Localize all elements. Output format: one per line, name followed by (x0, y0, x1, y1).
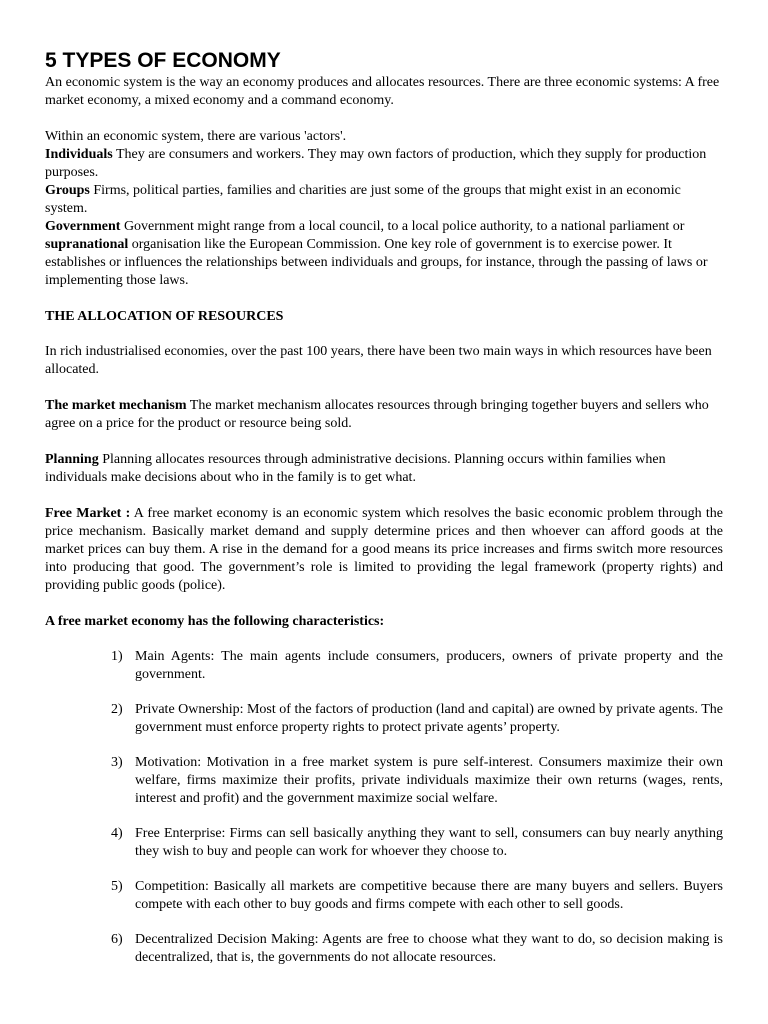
list-item-text: Motivation: Motivation in a free market system is pure self-interest. Consumers maximize their own welfare, firms maximize their profits, private individuals maximize their own returns (wages, rents, interest and profit) and the government maximize social welfare. (135, 755, 723, 806)
government-text-after: organisation like the European Commission. One key role of government is to exercise power. It establishes or influences the relationships between individuals and groups, for instance, through the passing of laws or implementing those laws. (45, 237, 708, 288)
list-item-number: 2) (111, 702, 123, 717)
list-item-text: Decentralized Decision Making: Agents are free to choose what they want to do, so decision making is decentralized, that is, the governments do not allocate resources. (135, 932, 723, 965)
government-text-before: Government might range from a local council, to a local police authority, to a national parliament or (120, 219, 685, 234)
characteristics-heading: A free market economy has the following characteristics: (45, 614, 385, 629)
groups-term: Groups (45, 183, 90, 198)
list-item-number: 6) (111, 932, 123, 947)
list-item (45, 931, 723, 967)
list-item-text: Competition: Basically all markets are competitive because there are many buyers and sellers. Buyers compete with each other to buy goods and firms compete with each other to sell goods. (135, 879, 723, 912)
groups-paragraph (45, 182, 723, 218)
individuals-term: Individuals (45, 147, 113, 162)
government-paragraph (45, 218, 723, 290)
free-market-paragraph (45, 505, 723, 595)
page-title: 5 TYPES OF ECONOMY (45, 49, 281, 72)
list-item (45, 754, 723, 808)
list-item-text: Private Ownership: Most of the factors of production (land and capital) are owned by private agents. The government must enforce property rights to protect private agents’ property. (135, 702, 723, 735)
free-market-text: A free market economy is an economic system which resolves the basic economic problem through the price mechanism. Basically market demand and supply determine prices and then whoever can afford goods at the market prices can buy them. A rise in the demand for a good means its price increases and firms switch more resources into producing that good. The government’s role is limited to providing the legal framework (property rights) and providing public goods (police). (45, 506, 723, 593)
government-term: Government (45, 219, 121, 234)
free-market-term: Free Market : (45, 506, 131, 521)
list-item-number: 1) (111, 649, 123, 664)
list-item-number: 3) (111, 755, 123, 770)
supranational-term: supranational (45, 237, 129, 252)
individuals-paragraph (45, 146, 723, 182)
list-item (45, 878, 723, 914)
planning-paragraph (45, 451, 723, 487)
allocation-heading: THE ALLOCATION OF RESOURCES (45, 309, 284, 324)
list-item (45, 701, 723, 737)
characteristics-list (45, 648, 723, 967)
list-item-number: 5) (111, 879, 123, 894)
planning-text: Planning allocates resources through administrative decisions. Planning occurs within families when individuals make decisions about who in the family is to get what. (45, 452, 666, 485)
list-item-text: Main Agents: The main agents include consumers, producers, owners of private property and the government. (135, 649, 723, 682)
allocation-paragraph: In rich industrialised economies, over the past 100 years, there have been two main ways in which resources have been allocated. (45, 344, 712, 377)
market-mechanism-paragraph (45, 397, 723, 433)
individuals-text: They are consumers and workers. They may own factors of production, which they supply for production purposes. (45, 147, 707, 180)
list-item (45, 648, 723, 684)
intro-paragraph: An economic system is the way an economy produces and allocates resources. There are three economic systems: A free market economy, a mixed economy and a command economy. (45, 75, 720, 108)
list-item-text: Free Enterprise: Firms can sell basically anything they want to sell, consumers can buy nearly anything they wish to buy and people can work for whoever they choose to. (135, 826, 723, 859)
planning-term: Planning (45, 452, 99, 467)
groups-text: Firms, political parties, families and charities are just some of the groups that might exist in an economic system. (45, 183, 681, 216)
actors-intro: Within an economic system, there are various 'actors'. (45, 129, 347, 144)
list-item (45, 825, 723, 861)
market-mechanism-term: The market mechanism (45, 398, 187, 413)
list-item-number: 4) (111, 826, 123, 841)
market-mechanism-text: The market mechanism allocates resources through bringing together buyers and sellers who agree on a price for the product or resource being sold. (45, 398, 709, 431)
